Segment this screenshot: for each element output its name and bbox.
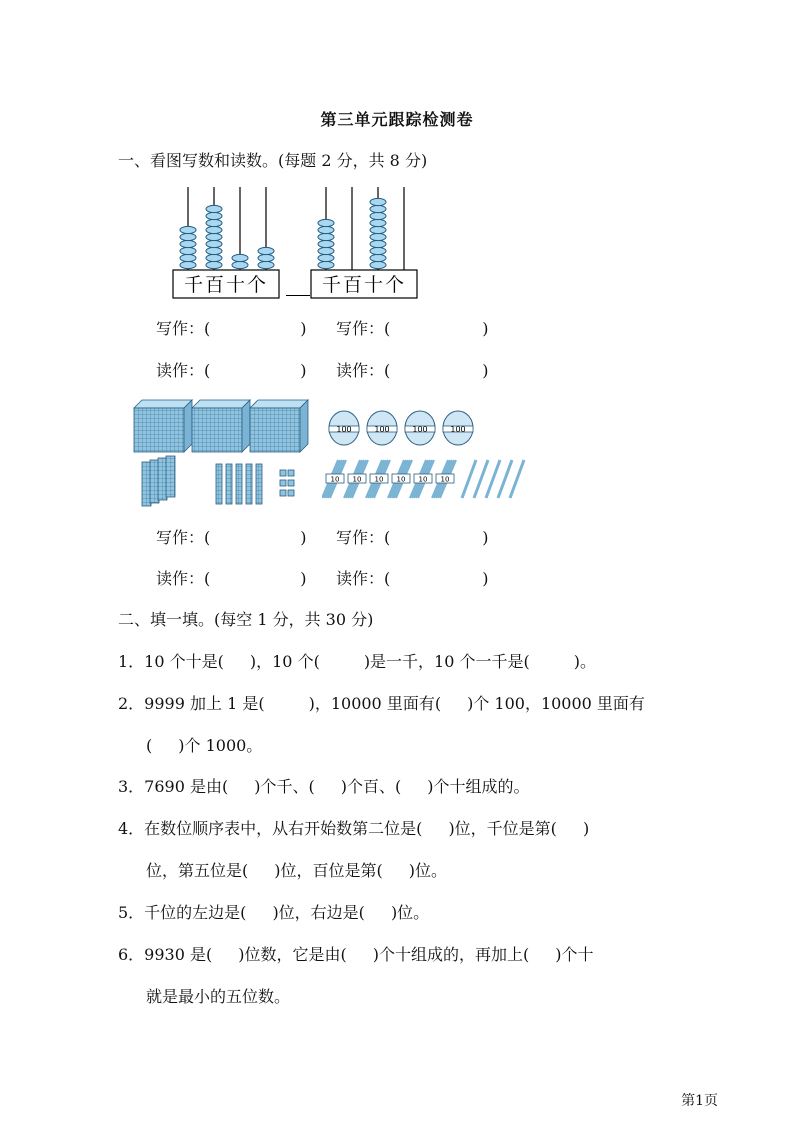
read-a: 读作：( ) bbox=[156, 361, 307, 380]
page-title: 第三单元跟踪检测卷 bbox=[320, 110, 474, 129]
abacus-bead bbox=[318, 219, 334, 226]
bundled-sticks bbox=[322, 408, 552, 508]
abacus-bead bbox=[258, 247, 274, 254]
question-3: 3．7690 是由( )个千、( )个百、( )个十组成的。 bbox=[118, 777, 530, 796]
abacus-bead bbox=[370, 254, 386, 261]
abacus-bead bbox=[206, 233, 222, 240]
section1-heading: 一、看图写数和读数。(每题 2 分，共 8 分) bbox=[118, 151, 428, 170]
unit-cube bbox=[280, 490, 286, 496]
thousand-cube bbox=[250, 408, 300, 452]
read-d: 读作：( ) bbox=[336, 569, 489, 588]
unit-cube bbox=[280, 470, 286, 476]
abacus-bead bbox=[232, 254, 248, 261]
abacus-blank-line bbox=[286, 295, 310, 296]
base-ten-blocks bbox=[130, 398, 310, 508]
abacus-bead bbox=[180, 233, 196, 240]
ten-bundle-label: 10 bbox=[352, 475, 362, 484]
ten-bundle-label: 10 bbox=[418, 475, 428, 484]
hundred-flat bbox=[166, 456, 175, 497]
ten-rod bbox=[236, 464, 242, 504]
ten-bundle-label: 10 bbox=[374, 475, 384, 484]
abacus-bead bbox=[318, 247, 334, 254]
abacus-bead bbox=[318, 261, 334, 268]
single-stick bbox=[474, 460, 488, 498]
ten-rod bbox=[246, 464, 252, 504]
write-d: 写作：( ) bbox=[336, 528, 489, 547]
abacus-bead bbox=[318, 233, 334, 240]
ten-rod bbox=[226, 464, 232, 504]
abacus-bead bbox=[318, 240, 334, 247]
thousand-cube-side bbox=[242, 400, 250, 452]
unit-cube bbox=[288, 480, 294, 486]
question-4-cont: 位，第五位是( )位，百位是第( )位。 bbox=[146, 861, 447, 880]
abacus-b-rods bbox=[318, 187, 404, 271]
abacus-bead bbox=[180, 226, 196, 233]
ten-bundle-label: 10 bbox=[440, 475, 450, 484]
write-a: 写作：( ) bbox=[156, 319, 307, 338]
single-stick bbox=[498, 460, 512, 498]
question-2: 2．9999 加上 1 是( )，10000 里面有( )个 100，10000 里面有 bbox=[118, 694, 645, 713]
abacus-bead bbox=[370, 212, 386, 219]
abacus-bead bbox=[258, 254, 274, 261]
ten-bundle-label: 10 bbox=[330, 475, 340, 484]
ten-rod bbox=[256, 464, 262, 504]
thousand-cube bbox=[134, 408, 184, 452]
thousand-cube-side bbox=[184, 400, 192, 452]
abacus-bead bbox=[206, 226, 222, 233]
read-c: 读作：( ) bbox=[156, 569, 307, 588]
question-2-cont: ( )个 1000。 bbox=[146, 736, 263, 755]
thousand-cube-top bbox=[192, 400, 250, 408]
hundred-bundle-label: 100 bbox=[374, 425, 390, 434]
single-stick bbox=[462, 460, 476, 498]
abacus-a-label: 千百十个 bbox=[183, 274, 269, 296]
abacus-bead bbox=[370, 205, 386, 212]
abacus-bead bbox=[206, 205, 222, 212]
abacus-bead bbox=[370, 219, 386, 226]
abacus-bead bbox=[370, 247, 386, 254]
unit-cube bbox=[288, 470, 294, 476]
abacus-bead bbox=[370, 240, 386, 247]
abacus-b bbox=[308, 185, 423, 300]
abacus-bead bbox=[318, 254, 334, 261]
page-number: 第1页 bbox=[681, 1093, 718, 1109]
ten-bundle-label: 10 bbox=[396, 475, 406, 484]
question-5: 5．千位的左边是( )位，右边是( )位。 bbox=[118, 903, 430, 922]
thousand-cube-top bbox=[250, 400, 308, 408]
abacus-bead bbox=[370, 261, 386, 268]
abacus-bead bbox=[206, 261, 222, 268]
abacus-bead bbox=[180, 240, 196, 247]
question-4: 4．在数位顺序表中，从右开始数第二位是( )位，千位是第( ) bbox=[118, 819, 590, 838]
abacus-bead bbox=[206, 240, 222, 247]
abacus-bead bbox=[232, 261, 248, 268]
abacus-bead bbox=[206, 212, 222, 219]
abacus-bead bbox=[370, 198, 386, 205]
hundred-bundle-label: 100 bbox=[336, 425, 352, 434]
abacus-bead bbox=[318, 226, 334, 233]
write-b: 写作：( ) bbox=[336, 319, 489, 338]
read-b: 读作：( ) bbox=[336, 361, 489, 380]
abacus-bead bbox=[206, 254, 222, 261]
unit-cube bbox=[288, 490, 294, 496]
thousand-cube-top bbox=[134, 400, 192, 408]
thousand-cube bbox=[192, 408, 242, 452]
abacus-b-label: 千百十个 bbox=[321, 274, 407, 296]
abacus-bead bbox=[258, 261, 274, 268]
question-6: 6．9930 是( )位数，它是由( )个十组成的，再加上( )个十 bbox=[118, 945, 594, 964]
question-1: 1．10 个十是( )，10 个( )是一千，10 个一千是( )。 bbox=[118, 652, 596, 671]
hundred-bundle-label: 100 bbox=[412, 425, 428, 434]
hundred-bundle-label: 100 bbox=[450, 425, 466, 434]
question-6-cont: 就是最小的五位数。 bbox=[146, 987, 291, 1006]
single-stick bbox=[486, 460, 500, 498]
abacus-bead bbox=[370, 233, 386, 240]
write-c: 写作：( ) bbox=[156, 528, 307, 547]
abacus-bead bbox=[180, 261, 196, 268]
unit-cube bbox=[280, 480, 286, 486]
abacus-a bbox=[170, 185, 285, 300]
abacus-bead bbox=[180, 247, 196, 254]
single-stick bbox=[510, 460, 524, 498]
thousand-cube-side bbox=[300, 400, 308, 452]
abacus-bead bbox=[180, 254, 196, 261]
abacus-bead bbox=[206, 219, 222, 226]
abacus-bead bbox=[370, 226, 386, 233]
section2-heading: 二、填一填。(每空 1 分，共 30 分) bbox=[118, 610, 374, 629]
abacus-bead bbox=[206, 247, 222, 254]
abacus-a-rods bbox=[180, 187, 274, 271]
ten-rod bbox=[216, 464, 222, 504]
